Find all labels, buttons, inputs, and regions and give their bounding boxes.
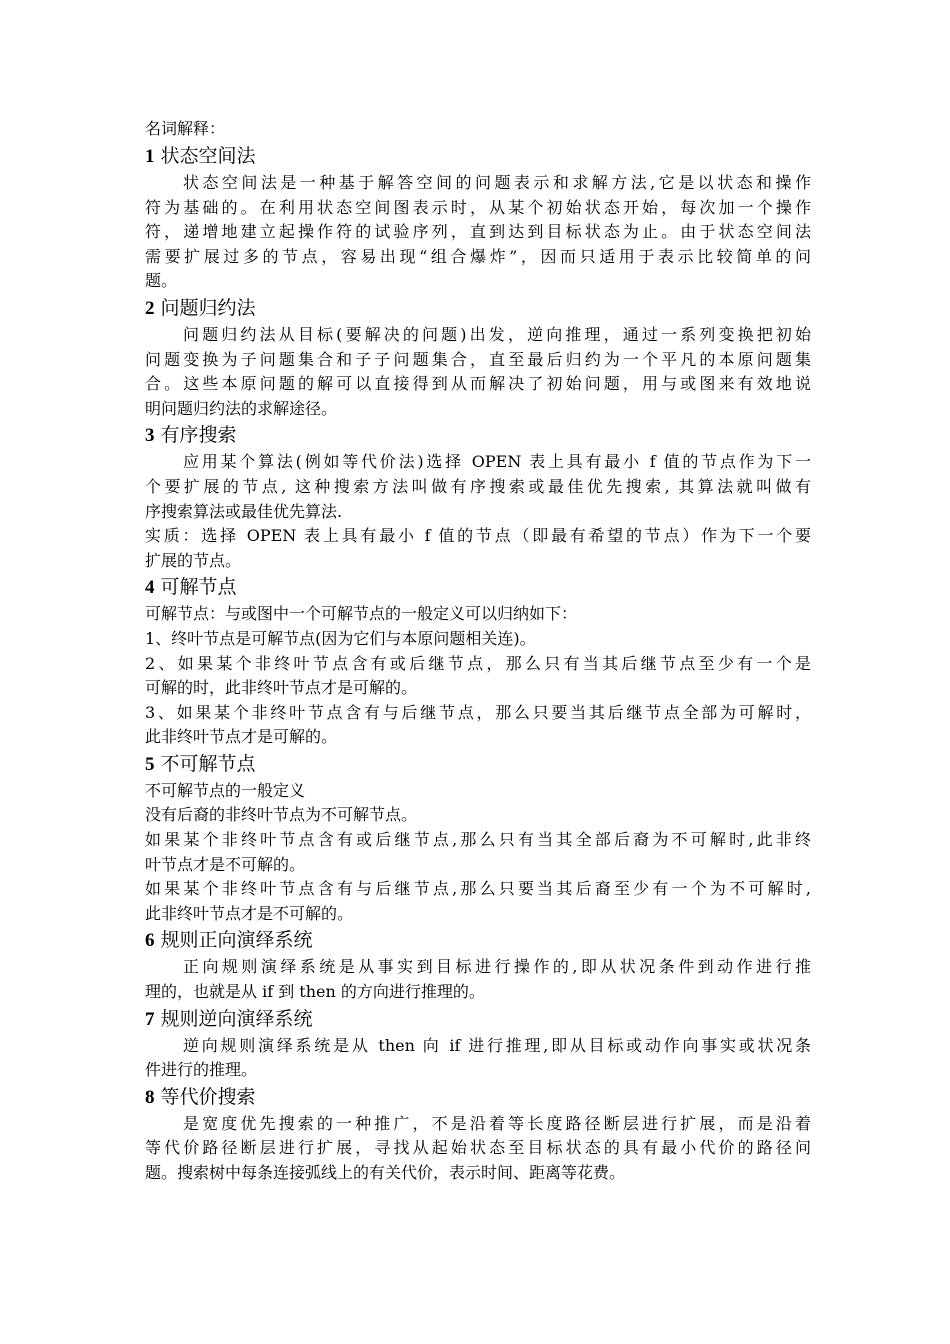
definition-section xyxy=(145,1005,811,1083)
body-text-line: 不可解节点的一般定义 xyxy=(145,780,306,800)
section-number: 3 xyxy=(145,425,155,447)
body-text-line: 题。 xyxy=(145,271,178,291)
body-text-line: 可解的时，此非终叶节点才是可解的。 xyxy=(145,678,418,698)
body-text-line: 扩展的节点。 xyxy=(145,550,242,570)
body-text-line: 3、如果某个非终叶节点含有与后继节点，那么只要当其后继节点全部为可解时， xyxy=(145,702,811,722)
body-text-line: 此非终叶节点才是不可解的。 xyxy=(145,903,354,923)
section-number: 1 xyxy=(145,146,155,167)
body-text-line: 等代价路径断层进行扩展，寻找从起始状态至目标状态的具有最小代价的路径问 xyxy=(145,1138,811,1158)
body-text-line: 2、如果某个非终叶节点含有或后继节点，那么只有当其后继节点至少有一个是 xyxy=(145,653,811,673)
body-text-line: 理的，也就是从 if 到 then 的方向进行推理的。 xyxy=(145,982,485,1002)
document-body xyxy=(145,116,811,1186)
definition-section xyxy=(145,926,811,1004)
section-title: 不可解节点 xyxy=(160,752,256,775)
body-text-line: 明问题归约法的求解途径。 xyxy=(145,398,338,418)
definition-section xyxy=(145,1083,811,1186)
section-title: 等代价搜索 xyxy=(160,1085,256,1108)
section-title: 规则正向演绎系统 xyxy=(160,929,313,952)
body-text-line: 个要扩展的节点, 这种搜索方法叫做有序搜索或最佳优先搜索, 其算法就叫做有 xyxy=(145,476,811,496)
body-text-line: 可解节点：与或图中一个可解节点的一般定义可以归纳如下： xyxy=(145,604,578,624)
definition-section xyxy=(145,573,811,750)
body-text-line: 实质：选择 OPEN 表上具有最小 f 值的节点（即最有希望的节点）作为下一个要 xyxy=(145,526,811,546)
section-heading xyxy=(145,294,811,323)
body-text-line: 符为基础的。在利用状态空间图表示时，从某个初始状态开始，每次加一个操作 xyxy=(145,197,811,217)
body-text-line: 叶节点才是不可解的。 xyxy=(145,854,306,874)
body-text-line: 如果某个非终叶节点含有与后继节点,那么只要当其后裔至少有一个为不可解时, xyxy=(145,879,811,899)
body-text-line: 符，递增地建立起操作符的试验序列，直到达到目标状态为止。由于状态空间法 xyxy=(145,222,811,242)
body-text-line: 需要扩展过多的节点，容易出现“组合爆炸”，因而只适用于表示比较简单的问 xyxy=(145,246,811,266)
section-number: 6 xyxy=(145,930,155,952)
section-heading xyxy=(145,142,811,171)
section-number: 5 xyxy=(145,753,155,775)
body-text-line: 1、终叶节点是可解节点(因为它们与本原问题相关连)。 xyxy=(145,628,536,648)
section-heading xyxy=(145,1005,811,1034)
section-title: 状态空间法 xyxy=(160,145,256,167)
body-text-line: 合。这些本原问题的解可以直接得到从而解决了初始问题，用与或图来有效地说 xyxy=(145,374,811,394)
body-text-line: 件进行的推理。 xyxy=(145,1060,258,1080)
section-heading xyxy=(145,573,811,602)
body-text-line: 应用某个算法(例如等代价法)选择 OPEN 表上具有最小 f 值的节点作为下一 xyxy=(183,452,811,472)
body-text-line: 此非终叶节点才是可解的。 xyxy=(145,727,338,747)
intro-label: 名词解释： xyxy=(145,119,226,138)
body-text-line: 是宽度优先搜索的一种推广，不是沿着等长度路径断层进行扩展，而是沿着 xyxy=(183,1113,811,1133)
body-text-line: 没有后裔的非终叶节点为不可解节点。 xyxy=(145,805,418,825)
definition-section xyxy=(145,294,811,421)
definition-section xyxy=(145,142,811,294)
body-text-line: 序搜索算法或最佳优先算法. xyxy=(145,501,343,521)
section-number: 4 xyxy=(145,577,155,599)
section-title: 有序搜索 xyxy=(160,424,237,447)
section-number: 7 xyxy=(145,1008,155,1030)
section-number: 2 xyxy=(145,297,155,319)
definition-section xyxy=(145,750,811,927)
section-heading xyxy=(145,750,811,779)
body-text-line: 问题归约法从目标(要解决的问题)出发，逆向推理，通过一系列变换把初始 xyxy=(183,324,811,344)
body-text-line: 逆向规则演绎系统是从 then 向 if 进行推理,即从目标或动作向事实或状况条 xyxy=(183,1035,811,1055)
section-title: 规则逆向演绎系统 xyxy=(160,1007,313,1030)
body-text-line: 状态空间法是一种基于解答空间的问题表示和求解方法,它是以状态和操作 xyxy=(183,173,811,192)
section-title: 问题归约法 xyxy=(160,296,256,319)
section-title: 可解节点 xyxy=(160,576,237,599)
definition-section xyxy=(145,421,811,573)
body-text-line: 题。搜索树中每条连接弧线上的有关代价，表示时间、距离等花费。 xyxy=(145,1163,626,1182)
body-text-line: 问题变换为子问题集合和子子问题集合，直至最后归约为一个平凡的本原问题集 xyxy=(145,349,811,369)
body-text-line: 如果某个非终叶节点含有或后继节点,那么只有当其全部后裔为不可解时,此非终 xyxy=(145,830,811,850)
section-heading xyxy=(145,421,811,450)
section-number: 8 xyxy=(145,1086,155,1108)
section-heading xyxy=(145,926,811,955)
section-heading xyxy=(145,1083,811,1112)
body-text-line: 正向规则演绎系统是从事实到目标进行操作的,即从状况条件到动作进行推 xyxy=(183,957,811,977)
